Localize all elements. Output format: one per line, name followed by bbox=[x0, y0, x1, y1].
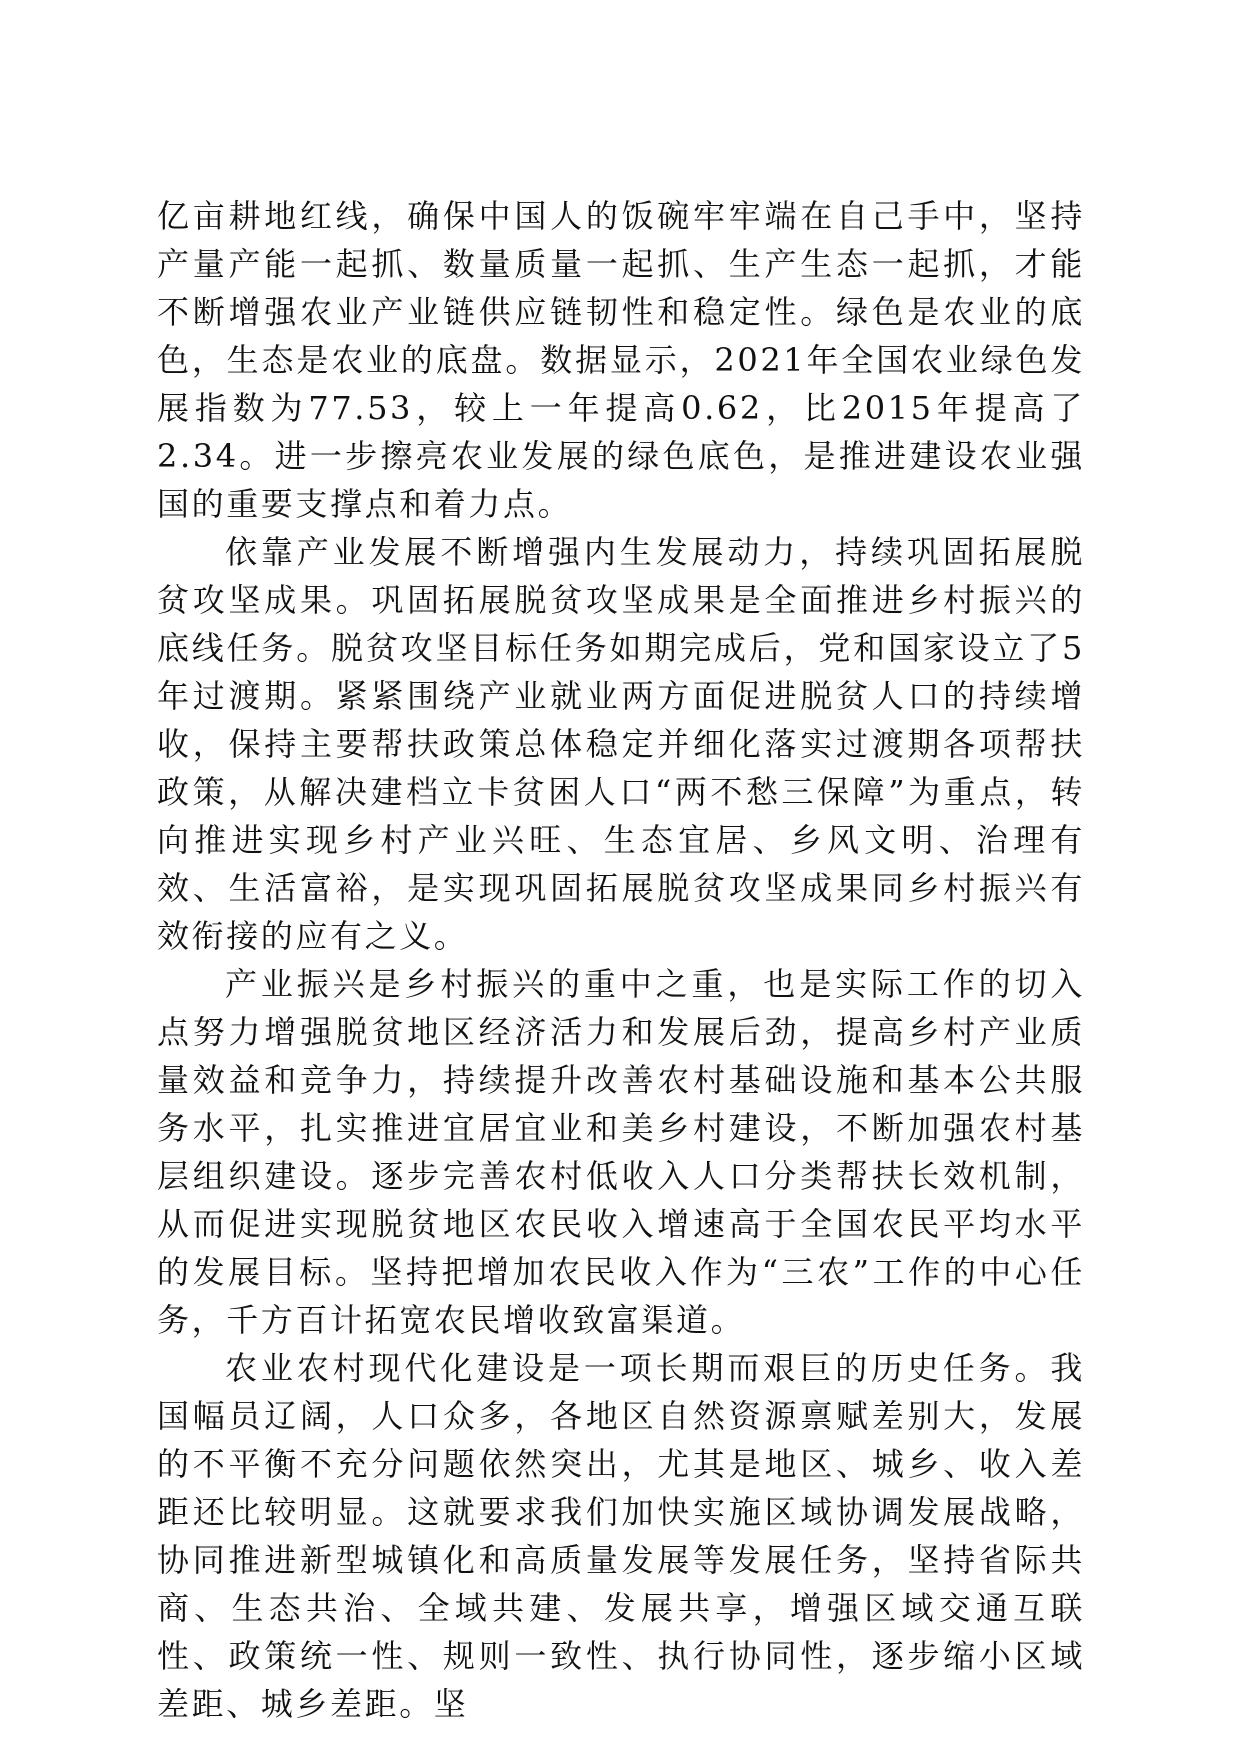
paragraph-continued: 亿亩耕地红线，确保中国人的饭碗牢牢端在自己手中，坚持产量产能一起抓、数量质量一起抓、生产生态一起抓，才能不断增强农业产业链供应链韧性和稳定性。绿色是农业的底色，生态是农业的底盘。数据显示，2021年全国农业绿色发展指数为77.53，较上一年提高0.62，比2015年提高了2.34。进一步擦亮农业发展的绿色底色，是推进建设农业强国的重要支撑点和着力点。 bbox=[157, 197, 1085, 523]
paragraph-modernization: 农业农村现代化建设是一项长期而艰巨的历史任务。我国幅员辽阔，人口众多，各地区自然资源禀赋差别大，发展的不平衡不充分问题依然突出，尤其是地区、城乡、收入差距还比较明显。这就要求我们加快实施区域协调发展战略，协同推进新型城镇化和高质量发展等发展任务，坚持省际共商、生态共治、全域共建、发展共享，增强区域交通互联性、政策统一性、规则一致性、执行协同性，逐步缩小区域差距、城乡差距。坚 bbox=[157, 1349, 1085, 1723]
paragraph-industrial-revitalization: 产业振兴是乡村振兴的重中之重，也是实际工作的切入点努力增强脱贫地区经济活力和发展后劲，提高乡村产业质量效益和竞争力，持续提升改善农村基础设施和基本公共服务水平，扎实推进宜居宜业和美乡村建设，不断加强农村基层组织建设。逐步完善农村低收入人口分类帮扶长效机制，从而促进实现脱贫地区农民收入增速高于全国农民平均水平的发展目标。坚持把增加农民收入作为“三农”工作的中心任务，千方百计拓宽农民增收致富渠道。 bbox=[157, 965, 1085, 1339]
body-text bbox=[157, 192, 1085, 1728]
paragraph-poverty-alleviation: 依靠产业发展不断增强内生发展动力，持续巩固拓展脱贫攻坚成果。巩固拓展脱贫攻坚成果是全面推进乡村振兴的底线任务。脱贫攻坚目标任务如期完成后，党和国家设立了5年过渡期。紧紧围绕产业就业两方面促进脱贫人口的持续增收，保持主要帮扶政策总体稳定并细化落实过渡期各项帮扶政策，从解决建档立卡贫困人口“两不愁三保障”为重点，转向推进实现乡村产业兴旺、生态宜居、乡风文明、治理有效、生活富裕，是实现巩固拓展脱贫攻坚成果同乡村振兴有效衔接的应有之义。 bbox=[157, 533, 1085, 955]
